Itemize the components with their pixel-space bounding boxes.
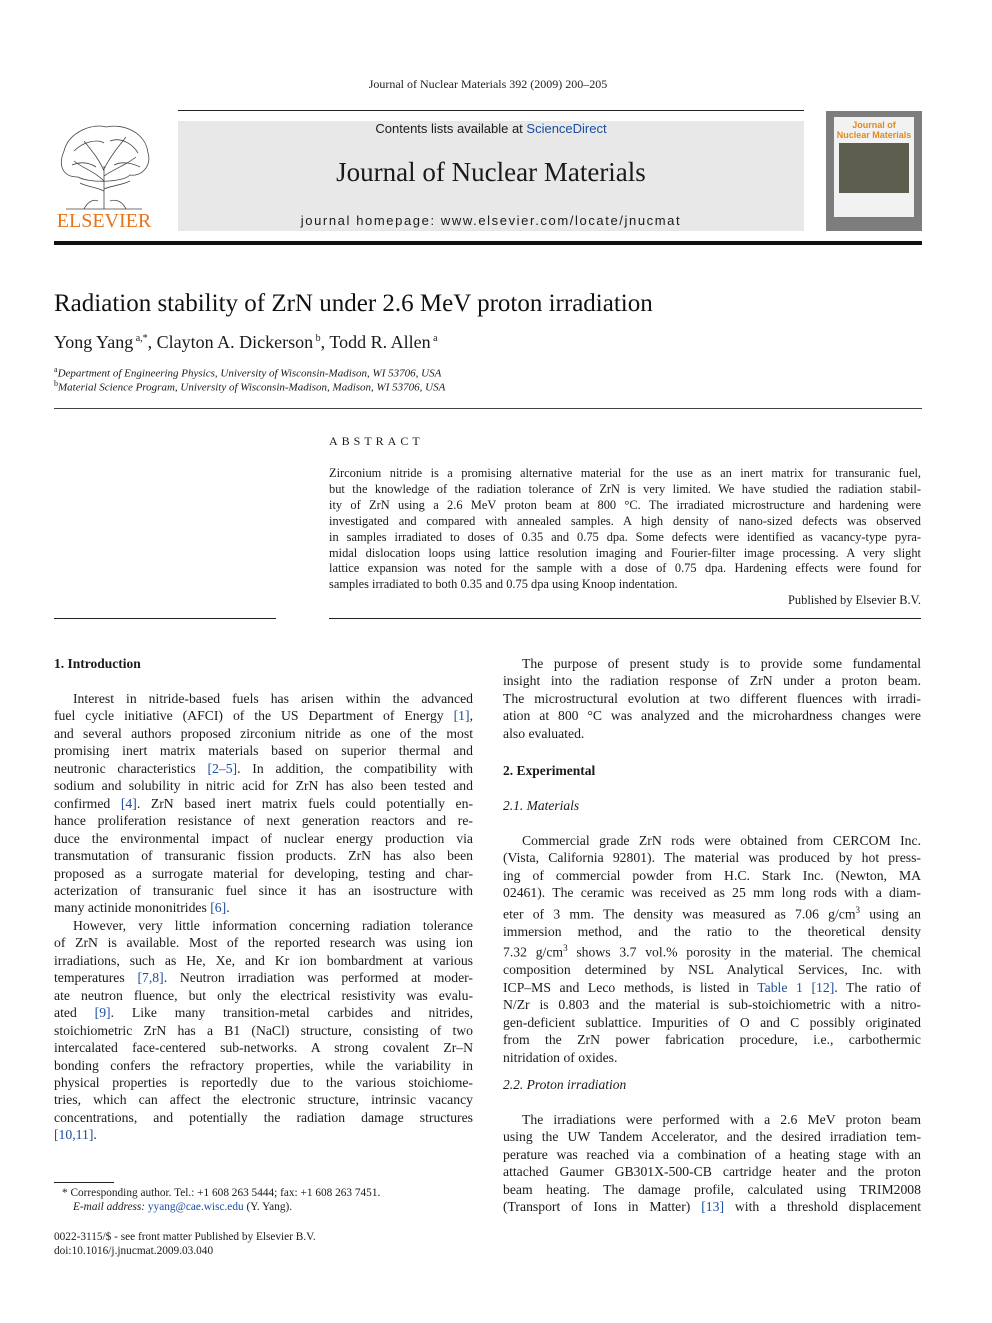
text-line <box>54 899 473 916</box>
text-line <box>503 940 921 961</box>
abstract-line: but the knowledge of the radiation tolerance of ZrN is very limited. We have studied the radiation stabil- <box>329 481 921 496</box>
intro-paragraph-2 <box>54 917 473 1144</box>
elsevier-wordmark: ELSEVIER <box>56 210 152 232</box>
text-line <box>54 777 473 794</box>
line-text: intercalated face-centered sub-networks. A strong covalent Zr–N <box>54 1040 473 1056</box>
line-text: gen-deficient sublattice. Impurities of O and C possibly originated <box>503 1014 921 1030</box>
text-line <box>54 830 473 847</box>
introduction-body <box>54 690 473 1144</box>
proton-irradiation-paragraph <box>503 1111 921 1216</box>
abstract-line: midal dislocation loops using lattice resolution imaging and Fourier-filter image processing. A very slight <box>329 545 921 560</box>
line-text: ation at 800 °C was analyzed and the microhardness changes were <box>503 708 921 724</box>
line-text: perature was reached via a combination of a heating stage with an <box>503 1146 921 1162</box>
text-line <box>54 952 473 969</box>
subsection-heading-proton-irradiation: 2.2. Proton irradiation <box>503 1077 627 1092</box>
text-line <box>503 923 921 940</box>
author-name[interactable]: Clayton A. Dickerson <box>156 332 314 352</box>
citation-link[interactable]: [13] <box>701 1199 725 1215</box>
line-text: transmutation of transuranic fission products. ZrN has also been <box>54 848 473 864</box>
citation-link[interactable]: [7,8] <box>137 970 164 986</box>
line-text-after: . ZrN based inert matrix fuels could potentially en- <box>136 795 474 811</box>
line-text: temperatures <box>54 970 138 986</box>
text-line <box>54 934 473 951</box>
text-line <box>503 1014 921 1031</box>
text-line <box>54 725 473 742</box>
abstract-heading: ABSTRACT <box>329 434 424 448</box>
cover-title-line1: Journal of <box>852 120 896 130</box>
cover-title <box>834 120 914 140</box>
text-line <box>54 812 473 829</box>
text-line <box>54 1022 473 1039</box>
email-after: (Y. Yang). <box>243 1201 293 1213</box>
author-affiliation-marker[interactable]: a <box>430 333 438 344</box>
text-line <box>54 742 473 759</box>
email-footnote <box>73 1201 292 1213</box>
line-text: ate neutron fluence, but only the electrical resistivity was evalu- <box>54 987 473 1003</box>
author-affiliation-marker[interactable]: a,* <box>133 333 148 344</box>
text-line <box>503 1111 921 1128</box>
author-separator: , <box>147 332 157 352</box>
text-line <box>54 1074 473 1091</box>
text-line <box>54 1004 473 1021</box>
line-text: The purpose of present study is to provide some fundamental <box>522 656 921 671</box>
line-text: The microstructural evolution at two different fluences with irradi- <box>503 690 921 706</box>
line-text: nitridation of oxides. <box>503 1049 618 1065</box>
line-text-after: . <box>226 900 230 916</box>
abstract-rule-right <box>329 618 921 619</box>
proton-irradiation-body <box>503 1111 921 1216</box>
sciencedirect-link[interactable]: ScienceDirect <box>526 121 607 136</box>
text-line <box>54 707 473 724</box>
line-text: eter of 3 mm. The density was measured as 7.06 g/cm <box>503 906 856 922</box>
text-line <box>503 849 921 866</box>
line-text: 7.32 g/cm <box>503 944 564 960</box>
line-text: irradiations, such as He, Xe, and Kr ion bombardment at various <box>54 952 473 968</box>
homepage-prefix: journal homepage: <box>300 213 441 228</box>
text-line <box>503 902 921 923</box>
text-line <box>503 707 921 724</box>
text-line <box>503 690 921 707</box>
homepage-url[interactable]: www.elsevier.com/locate/jnucmat <box>440 213 682 228</box>
journal-name: Journal of Nuclear Materials <box>336 157 646 187</box>
text-line <box>503 1031 921 1048</box>
line-text: N/Zr is 0.803 and the material is sub-stoichiometric with a nitro- <box>503 997 921 1013</box>
line-text: attached Gaumer GB301X-500-CB cartridge heater and the proton <box>503 1164 921 1180</box>
line-text: neutronic characteristics <box>54 760 208 776</box>
line-text: also evaluated. <box>503 725 585 741</box>
line-text-after: , <box>469 708 473 724</box>
text-line <box>503 1198 921 1215</box>
line-text-after: shows 3.7 vol.% porosity in the material. The chemical <box>567 944 921 960</box>
contents-prefix: Contents lists available at <box>375 121 527 136</box>
text-line <box>54 987 473 1004</box>
line-text: Commercial grade ZrN rods were obtained from CERCOM Inc. <box>522 833 921 848</box>
citation-link[interactable]: [9] <box>94 1005 111 1021</box>
line-text: Interest in nitride-based fuels has arisen within the advanced <box>73 691 473 706</box>
line-text-after: . Like many transition-metal carbides and nitrides, <box>110 1005 473 1021</box>
text-line <box>503 672 921 689</box>
line-text: tries, which can affect the electronic structure, intrinsic vacancy <box>54 1092 473 1108</box>
text-line <box>503 1049 921 1066</box>
author-name[interactable]: Yong Yang <box>54 332 134 352</box>
affiliation-marker: b <box>54 379 58 388</box>
journal-homepage <box>178 213 804 228</box>
line-text: insight into the radiation response of ZrN under a proton beam. <box>503 673 921 689</box>
line-text: The irradiations were performed with a 2.6 MeV proton beam <box>522 1112 921 1127</box>
line-text-after: using an <box>860 906 921 922</box>
text-line <box>503 655 921 672</box>
materials-paragraph <box>503 832 921 1066</box>
corresponding-author-footnote: * Corresponding author. Tel.: +1 608 263 5444; fax: +1 608 263 7451. <box>62 1187 381 1199</box>
cover-title-line2: Nuclear Materials <box>836 130 912 140</box>
text-line <box>54 882 473 899</box>
line-text: composition determined by NSL Analytical Services, Inc. with <box>503 962 921 978</box>
abstract-text <box>329 466 921 593</box>
line-text-after: . <box>93 1127 97 1143</box>
line-text: many actinide mononitrides <box>54 900 211 916</box>
affiliation-marker: a <box>54 365 58 374</box>
affiliation-b <box>54 379 445 394</box>
superscript: 3 <box>855 904 861 915</box>
line-text: duce the environmental impact of nuclear energy production via <box>54 830 473 846</box>
line-text: However, very little information concerning radiation tolerance <box>73 917 473 933</box>
abstract-line: in samples irradiated to doses of 0.35 and 0.75 dpa. Some defects were identified as vacancy-type pyra- <box>329 529 921 544</box>
text-line <box>54 690 473 707</box>
line-text: immersion method, and the ratio to the theoretical density <box>503 923 921 939</box>
line-text: fuel cycle initiative (AFCI) of the US Department of Energy <box>54 708 454 724</box>
line-text-after: . Neutron irradiation was performed at moder- <box>163 970 473 986</box>
line-text: ated <box>54 1005 95 1021</box>
citation-link[interactable]: [1] <box>453 708 470 724</box>
email-link[interactable]: yyang@cae.wisc.edu <box>147 1201 244 1213</box>
citation-link[interactable]: [2–5] <box>207 760 238 776</box>
running-head: Journal of Nuclear Materials 392 (2009) 200–205 <box>368 77 608 91</box>
text-line <box>503 979 921 996</box>
text-line <box>503 961 921 978</box>
article-title: Radiation stability of ZrN under 2.6 MeV proton irradiation <box>54 290 653 317</box>
materials-body <box>503 832 921 1066</box>
issn-line: 0022-3115/$ - see front matter Published by Elsevier B.V. <box>54 1231 316 1243</box>
text-line <box>54 1109 473 1126</box>
text-line <box>54 760 473 777</box>
author-separator: , <box>320 332 330 352</box>
citation-link[interactable]: [4] <box>120 795 137 811</box>
line-text: 02461). The ceramic was received as 25 mm long rods with a diam- <box>503 885 921 901</box>
purpose-body <box>503 655 921 742</box>
line-text: using the UW Tandem Accelerator, and the desired irradiation tem- <box>503 1129 921 1145</box>
text-line <box>503 1146 921 1163</box>
line-text: ICP–MS and Leco methods, is listed in <box>503 979 758 995</box>
superscript: 3 <box>563 943 568 954</box>
text-line <box>503 1181 921 1198</box>
citation-link[interactable]: Table 1 [12] <box>757 979 835 995</box>
line-text-after: . In addition, the compatibility with <box>237 760 474 776</box>
purpose-paragraph <box>503 655 921 742</box>
abstract-line: ity of ZrN using a 2.6 MeV proton beam at 800 °C. The irradiated microstructure and hardening were <box>329 497 921 512</box>
text-line <box>503 884 921 901</box>
email-label: E-mail address: <box>73 1201 148 1213</box>
text-line <box>503 1128 921 1145</box>
citation-link[interactable]: [6] <box>210 900 227 916</box>
section-heading-introduction: 1. Introduction <box>54 656 141 671</box>
header-top-rule <box>178 110 804 111</box>
contents-line <box>178 121 804 136</box>
abstract-rule-left <box>54 618 276 619</box>
affiliation-text: Department of Engineering Physics, University of Wisconsin-Madison, WI 53706, USA <box>57 367 442 380</box>
line-text: physical properties is reportedly due to the various stoichiome- <box>54 1074 473 1090</box>
subsection-heading-materials: 2.1. Materials <box>503 798 580 813</box>
text-line <box>54 1039 473 1056</box>
cover-photo <box>839 143 909 193</box>
text-line <box>54 795 473 812</box>
text-line <box>54 917 473 934</box>
line-text: beam heating. The damage profile, calculated using TRIM2008 <box>503 1181 921 1197</box>
text-line <box>54 865 473 882</box>
line-text: and several authors proposed zirconium nitride as one of the most <box>54 725 473 741</box>
footnote-rule <box>54 1182 114 1183</box>
text-line <box>503 1163 921 1180</box>
text-line <box>503 867 921 884</box>
line-text: promising inert matrix materials based on superior thermal and <box>54 743 473 759</box>
line-text: proposed as a surrogate material for developing, testing and char- <box>54 865 473 881</box>
text-line <box>54 1126 473 1143</box>
line-text: of ZrN is available. Most of the reported research was using ion <box>54 935 473 951</box>
text-line <box>503 996 921 1013</box>
intro-paragraph-1 <box>54 690 473 917</box>
line-text: (Vista, California 92801). The material was produced by hot press- <box>503 850 921 866</box>
text-line <box>54 847 473 864</box>
text-line <box>503 725 921 742</box>
text-line <box>503 832 921 849</box>
line-text: from the ZrN power fabrication procedure, i.e., carbothermic <box>503 1032 921 1048</box>
line-text: bonding confers the refractory properties, while the variability in <box>54 1057 473 1073</box>
abstract-publisher: Published by Elsevier B.V. <box>788 593 921 607</box>
line-text: (Transport of Ions in Matter) <box>503 1199 702 1215</box>
author-name[interactable]: Todd R. Allen <box>329 332 431 352</box>
abstract-line: Zirconium nitride is a promising alternative material for the use as an inert matrix for transuranic fuel, <box>329 466 921 480</box>
affiliation-a <box>54 365 441 380</box>
abstract-line: samples irradiated to both 0.35 and 0.75 dpa using Knoop indentation. <box>329 577 678 592</box>
affiliation-rule <box>54 408 922 409</box>
citation-link[interactable]: [10,11] <box>54 1127 94 1143</box>
line-text: ing of commercial powder from H.C. Stark Inc. (Newton, MA <box>503 867 921 883</box>
line-text: hance proliferation resistance of next generation reactors and re- <box>54 813 473 829</box>
text-line <box>54 1057 473 1074</box>
line-text-after: with a threshold displacement <box>724 1199 921 1215</box>
abstract-line: lattice expansion was noted for the sample with a dose of 0.75 dpa. Hardening effects were found for <box>329 561 921 576</box>
line-text: concentrations, and potentially the radiation damage structures <box>54 1109 473 1125</box>
affiliation-text: Material Science Program, University of Wisconsin-Madison, Madison, WI 53706, USA <box>58 381 446 394</box>
line-text: sodium and solubility in nitric acid for ZrN has also been tested and <box>54 778 473 794</box>
author-affiliation-marker[interactable]: b <box>313 333 321 344</box>
line-text-after: . The ratio of <box>834 979 921 995</box>
abstract-line: investigated and compared with annealed samples. A high density of nano-sized defects was observed <box>329 513 921 528</box>
line-text: confirmed <box>54 795 121 811</box>
section-heading-experimental: 2. Experimental <box>503 763 596 778</box>
line-text: stoichiometric ZrN has a B1 (NaCl) structure, consisting of two <box>54 1022 473 1038</box>
text-line <box>54 969 473 986</box>
text-line <box>54 1091 473 1108</box>
doi-line: doi:10.1016/j.jnucmat.2009.03.040 <box>54 1245 214 1257</box>
author-list <box>54 332 438 353</box>
line-text: acterization of transuranic fuel since it has an isostructure with <box>54 882 473 898</box>
header-thick-rule <box>54 241 922 245</box>
